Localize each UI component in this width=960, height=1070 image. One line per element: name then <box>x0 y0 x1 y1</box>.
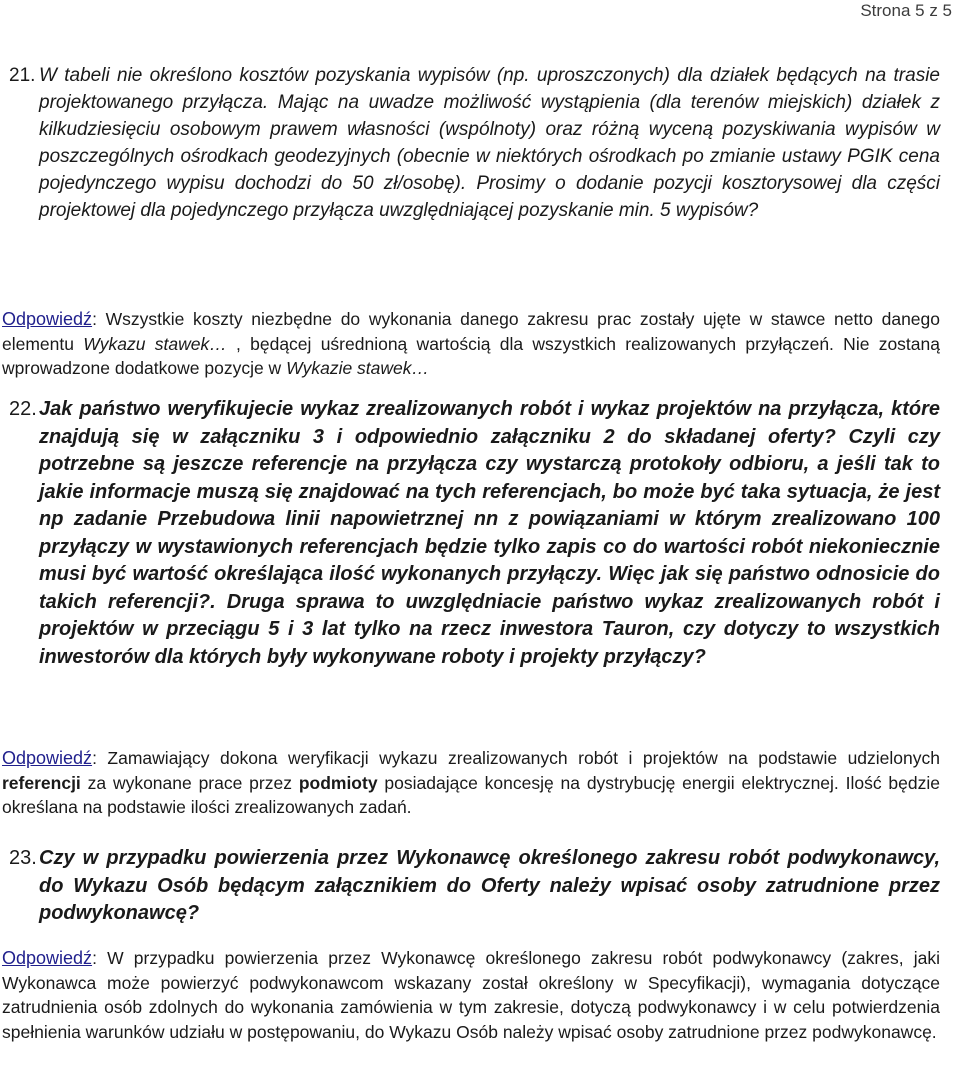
page-number: Strona 5 z 5 <box>860 1 952 20</box>
answer-text: za wykonane prace przez <box>80 772 299 793</box>
question-number: 22. <box>9 398 37 420</box>
answer-text: Zamawiający dokona weryfikacji wykazu zrealizowanych robót i projektów na podstawie udzielonych <box>96 748 940 768</box>
answer-label: Odpowiedź <box>2 748 93 768</box>
answer-21 <box>2 307 940 381</box>
question-number: 23. <box>9 847 37 869</box>
question-22 <box>9 396 940 671</box>
question-text: Jak państwo weryfikujecie wykaz zrealizowanych robót i wykaz projektów na przyłącza, które znajdują się w załączniku 3 i odpowiednio załączniku 2 do składanej oferty? Czyli czy potrzebne są jeszcze referencje na przyłącza czy wystarczą protokoły odbioru, a jeśli tak to jakie informacje muszą się znajdować na tych referencjach, bo może być taka sytuacja, że jest np zadanie Przebudowa linii napowietrznej nn z powiązaniami w którym zrealizowano 100 przyłączy w wystawionych referencjach będzie tylko zapis co do wartości robót niekoniecznie musi być wartość określająca ilość wykonanych przyłączy. Więc jak się państwo odnosicie do takich referencji?. Druga sprawa to uwzględniacie państwo wykaz zrealizowanych robót i projektów w przeciągu 5 i 3 lat tylko na rzecz inwestora Tauron, czy dotyczy to wszystkich inwestorów dla których były wykonywane roboty i projekty przyłączy? <box>39 398 940 668</box>
answer-text: W przypadku powierzenia przez Wykonawcę określonego zakresu robót podwykonawcy (zakres, jaki Wykonawca może powierzyć podwykonawcom wskazany został określony w Specyfikacji), wymagania dotyczące zatrudnienia osób zdolnych do wykonania zamówienia w tym zakresie, dotyczą podwykonawcy i w celu potwierdzenia spełnienia warunków udziału w postępowaniu, do Wykazu Osób należy wpisać osoby zatrudnione przez podwykonawcę. <box>2 948 940 1042</box>
answer-italic-ref: Wykazu stawek… <box>83 333 227 354</box>
question-text-part: W tabeli nie określono kosztów pozyskania wypisów (np. uproszczonych) dla działek będących na trasie projektowanego przyłącza. Mając na uwadze możliwość wystąpienia (dla terenów miejskich) działek z kilkudziesięciu osobowym prawem własności (wspólnoty) oraz różną wyceną pozyskiwania wypisów w poszczególnych ośrodkach geodezyjnych (obecnie w niektórych ośrodkach po zmianie ustawy PGIK cena pojedynczego wypisu dochodzi do 50 zł/osobę). <box>39 65 940 194</box>
answer-label-colon: : <box>92 948 97 968</box>
answer-italic-ref: Wykazie stawek… <box>286 358 430 378</box>
answer-label-colon: : <box>92 309 97 329</box>
question-number: 21. <box>9 65 36 86</box>
answer-text: Wszystkie koszty niezbędne do wykonania danego zakresu prac zostały ujęte w stawce netto danego elementu <box>2 309 940 354</box>
answer-bold-term: podmioty <box>298 772 378 793</box>
question-text: Czy w przypadku powierzenia przez Wykonawcę określonego zakresu robót podwykonawcy, do Wykazu Osób będącym załącznikiem do Oferty należy wpisać osoby zatrudnione przez podwykonawcę? <box>39 847 940 924</box>
question-request: Prosimy o dodanie pozycji kosztorysowej dla części projektowej dla pojedynczego przyłącza uwzględniającej pozyskanie min. 5 wypisów? <box>39 173 940 221</box>
answer-text: posiadające koncesję na dystrybucję energii elektrycznej. Ilość będzie określana na podstawie ilości zrealizowanych zadań. <box>2 772 940 817</box>
answer-22 <box>2 746 940 820</box>
answer-23 <box>2 946 940 1044</box>
answer-label: Odpowiedź <box>2 948 93 968</box>
answer-label-colon: : <box>92 748 97 768</box>
answer-label: Odpowiedź <box>2 309 93 329</box>
question-text <box>39 62 940 224</box>
question-21 <box>9 62 940 224</box>
answer-bold-term: referencji <box>2 772 81 793</box>
answer-text: , będącej uśrednioną wartością dla wszystkich realizowanych przyłączeń. Nie zostaną wprowadzone dodatkowe pozycje w <box>2 333 940 378</box>
question-23 <box>9 845 940 928</box>
